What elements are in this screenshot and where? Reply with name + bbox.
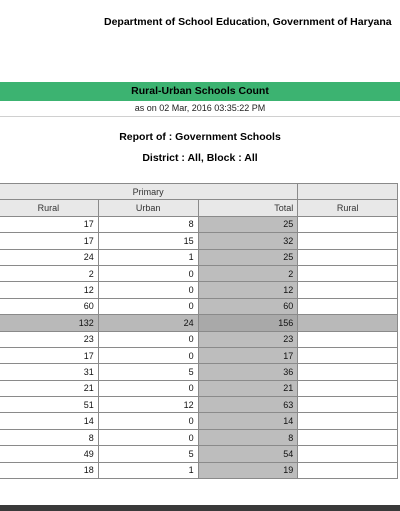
table-row: [0, 233, 398, 249]
column-header-rural: Rural: [0, 200, 98, 216]
cell-rural-next: [298, 397, 398, 413]
table-row: [0, 331, 398, 347]
report-timestamp: as on 02 Mar, 2016 03:35:22 PM: [0, 101, 400, 117]
table-row: [0, 298, 398, 314]
cell-total: 156: [198, 315, 298, 331]
cell-total: 23: [198, 331, 298, 347]
cell-rural-next: [298, 331, 398, 347]
cell-total: 54: [198, 446, 298, 462]
cell-total: 12: [198, 282, 298, 298]
cell-rural-next: [298, 446, 398, 462]
cell-urban: 0: [98, 331, 198, 347]
column-header-total: Total: [198, 200, 298, 216]
report-of-label: Report of : Government Schools: [119, 131, 281, 143]
cell-urban: 8: [98, 216, 198, 232]
district-block-label: District : All, Block : All: [142, 152, 258, 164]
cell-rural: 31: [0, 364, 98, 380]
cell-rural: 17: [0, 347, 98, 363]
cell-rural-next: [298, 282, 398, 298]
cell-rural: 132: [0, 315, 98, 331]
cell-rural-next: [298, 380, 398, 396]
cell-rural-next: [298, 249, 398, 265]
cell-rural: 14: [0, 413, 98, 429]
cell-urban: 24: [98, 315, 198, 331]
cell-rural-next: [298, 462, 398, 478]
table-row: [0, 429, 398, 445]
cell-urban: 0: [98, 298, 198, 314]
cell-total: 60: [198, 298, 298, 314]
department-heading: Department of School Education, Government of Haryana: [104, 16, 392, 28]
cell-urban: 12: [98, 397, 198, 413]
cell-rural-next: [298, 413, 398, 429]
cell-rural: 17: [0, 233, 98, 249]
cell-urban: 0: [98, 347, 198, 363]
report-title-bar: [0, 82, 400, 101]
cell-total: 63: [198, 397, 298, 413]
cell-urban: 0: [98, 282, 198, 298]
cell-rural-next: [298, 298, 398, 314]
cell-rural-next: [298, 216, 398, 232]
group-header-next: [298, 184, 398, 200]
cell-rural-next: [298, 347, 398, 363]
table-row: [0, 397, 398, 413]
cell-rural: 12: [0, 282, 98, 298]
table-row: [0, 413, 398, 429]
cell-rural: 2: [0, 265, 98, 281]
table-row: [0, 446, 398, 462]
cell-rural-next: [298, 315, 398, 331]
subtotal-row: [0, 315, 398, 331]
table-row: [0, 364, 398, 380]
cell-total: 21: [198, 380, 298, 396]
cell-rural: 18: [0, 462, 98, 478]
cell-total: 19: [198, 462, 298, 478]
group-header-row: [0, 184, 398, 200]
cell-total: 25: [198, 216, 298, 232]
cell-rural-next: [298, 233, 398, 249]
cell-urban: 0: [98, 413, 198, 429]
table-body: [0, 216, 398, 478]
cell-rural: 24: [0, 249, 98, 265]
cell-urban: 0: [98, 429, 198, 445]
cell-total: 32: [198, 233, 298, 249]
table-row: [0, 249, 398, 265]
cell-rural: 60: [0, 298, 98, 314]
cell-total: 14: [198, 413, 298, 429]
cell-total: 8: [198, 429, 298, 445]
cell-rural: 21: [0, 380, 98, 396]
cell-urban: 1: [98, 249, 198, 265]
cell-urban: 5: [98, 364, 198, 380]
column-header-urban: Urban: [98, 200, 198, 216]
group-header-primary: Primary: [0, 184, 298, 200]
cell-urban: 15: [98, 233, 198, 249]
table-row: [0, 265, 398, 281]
cell-total: 36: [198, 364, 298, 380]
cell-rural: 23: [0, 331, 98, 347]
cell-rural: 51: [0, 397, 98, 413]
horizontal-scrollbar[interactable]: [0, 505, 400, 511]
table-row: [0, 282, 398, 298]
cell-rural-next: [298, 265, 398, 281]
cell-total: 17: [198, 347, 298, 363]
cell-rural-next: [298, 364, 398, 380]
table-row: [0, 462, 398, 478]
cell-rural: 8: [0, 429, 98, 445]
cell-total: 25: [198, 249, 298, 265]
cell-urban: 5: [98, 446, 198, 462]
column-header-rural-next: Rural: [298, 200, 398, 216]
table-row: [0, 347, 398, 363]
cell-total: 2: [198, 265, 298, 281]
table-row: [0, 380, 398, 396]
report-title: Rural-Urban Schools Count: [131, 85, 269, 97]
cell-urban: 0: [98, 380, 198, 396]
column-header-row: [0, 200, 398, 216]
table-row: [0, 216, 398, 232]
cell-urban: 0: [98, 265, 198, 281]
cell-rural: 17: [0, 216, 98, 232]
cell-rural: 49: [0, 446, 98, 462]
schools-count-table: [0, 183, 398, 479]
cell-urban: 1: [98, 462, 198, 478]
cell-rural-next: [298, 429, 398, 445]
